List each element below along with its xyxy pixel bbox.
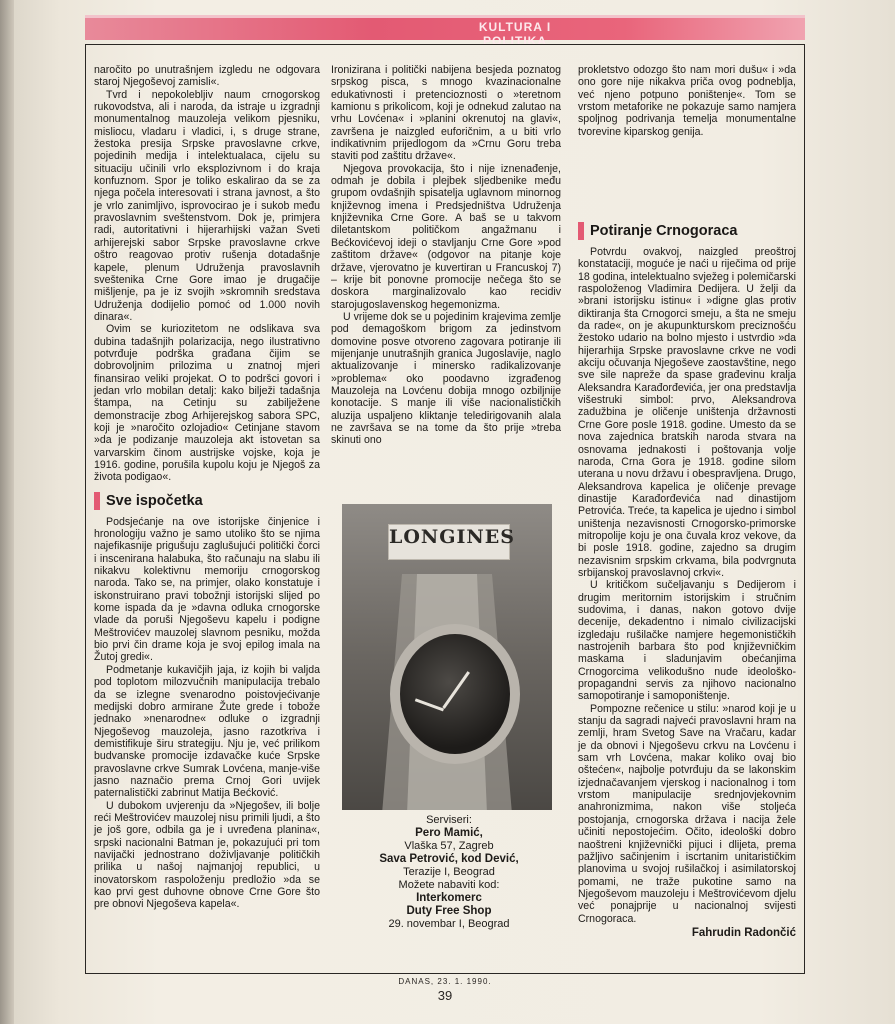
- paragraph: Potvrdu ovakvoj, naizgled preoštroj konstataciji, moguće je naći u riječima od prije 18 godina, intelektualno svježeg i polemičarski raspoloženog Vladimira Dedijera. U želji da »brani istorijsku istinu« i »digne glas protiv diktiranja šta Crnogorci smeju, a šta ne smeju da rade«, on je akupunkturskom preciznošću žestoko udario na bolno mjesto i ustvrdio »da hijerarhija Srpske pravoslavne crkve ne vodi akciju očuvanja Njegoševe zaostavštine, nego sve sile napreže da spase građevinu kralja Aleksandra Karađorđevića, jer ona predstavlja višestruki simbol: prvo, Aleksandrova zadužbina je oličenje uništenja državnosti Crne Gore posle 1918. godine. Umesto da se nova zajednica bratskih naroda stvara na osnovama jednakosti i poštovanja volje naroda, Crna Gora je 1918. godine silom uterana u novu državu i obespravljena. Drugo, Aleksandrova kapelica je oličenje prevage dinastije Karađorđevića nad dinastijom Petrovića. Treće, ta kapelica je ujedno i simbol uništenja nezavisnosti Crnogorsko-primorske mitropolije koju je ona čuvala kroz vekove, da bi posle 1918. godine, zajedno sa drugim nezavisnim srpskim crkvama, bila podvrgnuta srbijanskoj pravoslavnoj crkvi«.: [578, 246, 796, 579]
- article-column-1: [94, 64, 320, 911]
- article-column-2: [331, 64, 561, 447]
- ad-line: Terazije I, Beograd: [403, 866, 495, 878]
- paragraph: Podmetanje kukavičjih jaja, iz kojih bi valjda pod toplotom milozvučnih manipulacija trebalo da se izlegne svenarodno poistovjećivanje medijski dobro armirane Žute grede i tobože jednako »nenarodne« odluke o izgradnji Njegoševog mauzoleja, jasno razotkriva i demistifikuje širu strategiju. Nju je, već prilikom budvanske promocije izdavačke kuće Srpske pravoslavne crkve Sumrak Lovćena, manje-više jasno naznačio prema Crnoj Gori uvijek paternalistički zabrinut Matija Bećković.: [94, 663, 320, 800]
- ad-line: Pero Mamić,: [415, 827, 483, 839]
- brand-name: LONGINES: [389, 526, 515, 548]
- paragraph: U kritičkom sučeljavanju s Dedijerom i drugim meritornim istorijskim i stručnim sudovima, i danas, nakon gotovo dvije decenije, dekadentno i nimalo civilizacijski izgledaju rušilačke namjere hegemonističkih nastrojenih barbara što pod književničkim maskama i sladunjavim obećanjima Crnogorcima velikodušno nude ideološko-propagandni servis za njihovo nacionalno samopotiranje i samoponištenje.: [578, 579, 796, 703]
- ad-line: Vlaška 57, Zagreb: [404, 840, 494, 852]
- paragraph: Podsjećanje na ove istorijske činjenice i hronologiju važno je samo utoliko što se njima najefikasnije prigušuju zaglušujući politički čorci i inscenirana halabuka, što računaju na slabu ili nikakvu kolektivnu memoriju crnogorskog naroda. Tako se, na primjer, olako konstatuje i iskonstruirano pravi tobožnji istorijski slijed po kome ispada da je »davna odluka crnogorske vlade da poruši Njegoševu kapelu i podigne Meštrovićev mauzolej slavnom pesniku, možda bio prvi čin drame koja je svoj epilog imala na Žutoj gredi«.: [94, 515, 320, 664]
- ad-line: Interkomerc: [416, 892, 482, 904]
- paragraph: Ironizirana i politički nabijena besjeda poznatog srpskog pisca, s mnogo kvazinacionalne edukativnosti i pretencioznosti o »teretnom kamionu s prikolicom, koji je odnekud zalutao na vrhu Lovćena« i »planini okrenutoj na glavi«, završena je naizgled euforičnim, a u biti vrlo indikativnim prijedlogom da »Crnu Goru treba staviti pod zaštitu države«.: [331, 64, 561, 163]
- section-marker: [578, 222, 584, 240]
- section-heading: [94, 492, 320, 510]
- footer-date: DANAS, 23. 1. 1990.: [398, 977, 492, 986]
- ad-contact-text: [342, 814, 556, 931]
- author-name: Fahrudin Radončić: [691, 926, 796, 939]
- author-byline: [578, 927, 796, 939]
- section-title: Potiranje Crnogoraca: [590, 223, 738, 239]
- longines-advertisement: [338, 496, 560, 966]
- paragraph: Tvrd i nepokolebljiv naum crnogorskog rukovodstva, ali i naroda, da istraje u izgradnji monumentalnog mauzoleja velikom pjesniku, misliocu, vladaru i vladici, i, s druge strane, žestoka presija Srpske pravoslavne crkve, pojedinih medija i intelektualaca, cijelu su situaciju učinili vrlo eksplozivnom i do kraja konfuznom. Spor je toliko eskalirao da se za njega počela interesovati i strana javnost, a što je vrlo zanimljivo, isprovocirao je i sukob među pravoslavnim sveštenstvom. Dok je, primjera radi, autoritativni i hijerarhijski važan Sveti arhijerejski sabor Srpske pravoslavne crkve oštro reagovao protiv rušenja dotadašnje kapele, plenum Udruženja pravoslavnih sveštenika Crne Gore imao je drugačije mišljenje, pa je iz svojih »skromnih sredstava Udruženja dodijelio pomoć od 1.000 novih dinara«.: [94, 88, 320, 323]
- paragraph: U vrijeme dok se u pojedinim krajevima zemlje pod demagoškom brigom za jedinstvom domovine posve otvoreno zagovara potiranje ili mijenjanje unutrašnjih granica Jugoslavije, naglo aktualizovanje i minersko radikalizovanje »problema« oko poodavno izgrađenog Mauzoleja na Lovćenu dobija mnogo ozbiljnije konotacije. S manje ili više nacionalističkih aluzija uspaljeno kliktanje teledirigovanih alala ne završava se na tome da što prije »treba skinuti ono: [331, 310, 561, 447]
- paragraph: Ovim se kuriozitetom ne odslikava sva dubina tadašnjih polarizacija, nego ilustrativno potvrđuje podrška građana čijim se dobrovoljnim prilozima u znatnoj mjeri finansirao veliki projekat. O to podršci govori i jedan vrlo mobilan detalj: kako bilježi tadašnja štampa, na Cetinju su zabilježene demonstracije zbog Arhijerejskog sabora SPC, koji je »naročito ozlojadio« Cetinjane stavom »da je podizanje mauzoleja akt istovetan sa varvarskim činom austrijske vojske, koja je 1916. godine, porušila kupolu koju je Njegoš za života podigao«.: [94, 323, 320, 484]
- brand-logo: [388, 524, 515, 560]
- article-column-3: [578, 64, 796, 138]
- section-marker: [94, 492, 100, 510]
- page-binding-edge: [0, 0, 14, 1024]
- paragraph: U dubokom uvjerenju da »Njegošev, ili bolje reći Meštrovićev mauzolej nisu primili ljudi, a što je još gore, odbila ga je i uvređena planina«, srpski nacionalni Batman je, pokazujući pri tom navijački jednostrano doživljavanje političkih prilika u našoj najmanjoj republici, u inovatorskom raspoloženju predložio »da se kao prvi gest duhovne obnove Crne Gore što pre obnovi Njegoševa kapela«.: [94, 799, 320, 911]
- ad-line: 29. novembar I, Beograd: [388, 918, 510, 930]
- ad-line: Možete nabaviti kod:: [398, 879, 500, 891]
- paragraph: prokletstvo odozgo što nam mori dušu« i »da ono gore nije nikakva priča ovog podneblja, već njeno potpuno poništenje«. Tom se vrstom metaforike ne pokazuje samo namjera spoljnog podrivanja temelja monumentalne tvorevine kiparskog genija.: [578, 64, 796, 138]
- section-header-bar: [85, 15, 805, 48]
- paragraph: Njegova provokacija, što i nije iznenađenje, odmah je dobila i plejbek sljedbenike među grupom ovdašnjih spisatelja uglavnom minornog književnog imena i Predsjedništva Udruženja književnika Crne Gore. A baš se u takvom diletantskom političkom angažmanu i Bećkovićevoj ideji o stavljanju Crne Gore »pod zaštitom države« (odgovor na pitanje koje države, vjerovatno je kuvertiran u Francuskoj 7) – krije bit ponovne promocije nečega što se doskora marginalizovalo kao recidiv starojugoslavenskog hegemonizma.: [331, 162, 561, 311]
- section-header-title: KULTURA I POLITIKA: [478, 20, 552, 48]
- ad-line: Sava Petrović, kod Dević,: [379, 853, 519, 865]
- paragraph: naročito po unutrašnjem izgledu ne odgovara staroj Njegoševoj zamisli«.: [94, 64, 320, 89]
- section-heading: [578, 222, 796, 240]
- ad-line: Serviseri:: [426, 814, 472, 826]
- watch-photo: [342, 504, 552, 810]
- paragraph: Pompozne rečenice u stilu: »narod koji je u stanju da sagradi najveći pravoslavni hram na zemlji, hram Svetog Save na Vračaru, kadar je da obnovi i Njegoševu crkvu na Lovćenu i sam vrh Lovćena, makar koliko ovaj bio oštećen«, najbolje potvrđuju da se lakonskim izjednačavanjem vjerskog i nacionalnog i tom vrstom manipulacije srednjovjekovnim anahronizmima, nakon više stoljeća postojanja, crnogorska država i nacija žele učiniti nepostojećim. Očito, ideološki dobro naoštreni književnički pijuci i dlijeta, prema pažljivo sačinjenim i iscrtanim unitarističkim planovima u svojoj rušilačkoj i asimilatorskoj pomami, ne traže pukotine samo na Njegoševom mauzoleju i Meštrovićevom djelu već ponajprije u nacionalnoj svijesti Crnogoraca.: [578, 702, 796, 925]
- page-number: 39: [437, 988, 453, 1003]
- article-column-3-section: [578, 214, 796, 939]
- section-title: Sve ispočetka: [106, 492, 203, 509]
- ad-line: Duty Free Shop: [406, 905, 492, 917]
